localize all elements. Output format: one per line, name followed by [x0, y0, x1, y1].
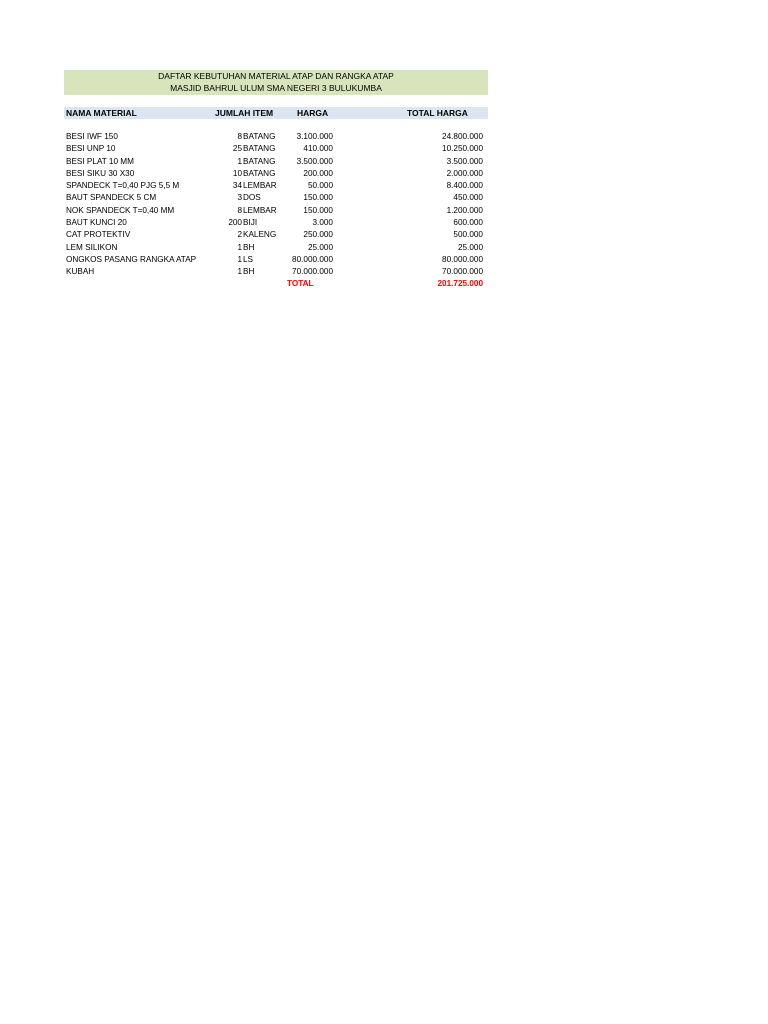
cell-total: 24.800.000	[442, 132, 483, 141]
cell-unit: BIJI	[243, 218, 258, 228]
cell-qty: 2	[237, 230, 242, 240]
table-row	[64, 156, 488, 168]
cell-price: 150.000	[303, 205, 333, 215]
cell-price: 50.000	[307, 181, 333, 191]
cell-name: BAUT SPANDECK 5 CM	[66, 193, 157, 203]
cell-price: 150.000	[303, 193, 333, 203]
cell-qty: 34	[232, 181, 242, 191]
table-row	[64, 229, 488, 241]
cell-unit: LEMBAR	[243, 181, 277, 191]
document-subtitle: MASJID BAHRUL ULUM SMA NEGERI 3 BULUKUMBA	[170, 83, 382, 93]
cell-name: BESI UNP 10	[66, 144, 116, 154]
cell-qty: 8	[237, 132, 242, 141]
table-row	[64, 242, 488, 254]
cell-price: 25.000	[307, 242, 333, 252]
cell-name: NOK SPANDECK T=0,40 MM	[66, 205, 175, 215]
table-row	[64, 143, 488, 155]
cell-total: 3.500.000	[446, 156, 483, 166]
header-total: TOTAL HARGA	[407, 108, 468, 118]
table-row	[64, 131, 488, 143]
cell-name: CAT PROTEKTIV	[66, 230, 131, 240]
cell-qty: 1	[237, 267, 242, 277]
cell-qty: 1	[237, 254, 242, 264]
document-title: DAFTAR KEBUTUHAN MATERIAL ATAP DAN RANGKA ATAP	[158, 71, 394, 81]
cell-price: 200.000	[303, 168, 333, 178]
cell-price: 70.000.000	[292, 267, 333, 277]
cell-name: ONGKOS PASANG RANGKA ATAP	[66, 254, 197, 264]
cell-unit: BATANG	[243, 132, 276, 141]
cell-unit: BH	[243, 242, 255, 252]
header-price: HARGA	[297, 108, 329, 118]
cell-total: 2.000.000	[446, 168, 483, 178]
cell-qty: 8	[237, 205, 242, 215]
cell-unit: BATANG	[243, 168, 276, 178]
cell-qty: 25	[232, 144, 242, 154]
cell-unit: LS	[243, 254, 254, 264]
cell-qty: 3	[237, 193, 242, 203]
table-row	[64, 168, 488, 180]
cell-qty: 10	[232, 168, 242, 178]
cell-unit: DOS	[243, 193, 261, 203]
cell-unit: BH	[243, 267, 255, 277]
cell-price: 250.000	[303, 230, 333, 240]
cell-price: 3.100.000	[296, 132, 333, 141]
cell-qty: 1	[237, 242, 242, 252]
cell-total: 25.000	[457, 242, 483, 252]
cell-total: 8.400.000	[446, 181, 483, 191]
cell-total: 500.000	[453, 230, 483, 240]
header-name: NAMA MATERIAL	[66, 108, 137, 118]
cell-total: 1.200.000	[446, 205, 483, 215]
table-row	[64, 254, 488, 266]
cell-name: BESI IWF 150	[66, 132, 118, 141]
table-row	[64, 180, 488, 192]
total-value: 201.725.000	[437, 279, 483, 288]
cell-price: 80.000.000	[292, 254, 333, 264]
cell-name: BESI SIKU 30 X30	[66, 168, 135, 178]
table-header	[64, 107, 488, 119]
table-body	[64, 131, 488, 279]
cell-price: 3.000	[312, 218, 333, 228]
cell-unit: LEMBAR	[243, 205, 277, 215]
cell-qty: 200	[228, 218, 242, 228]
cell-unit: BATANG	[243, 144, 276, 154]
cell-price: 410.000	[303, 144, 333, 154]
header-qty: JUMLAH ITEM	[215, 108, 274, 118]
cell-name: LEM SILIKON	[66, 242, 118, 252]
table-row	[64, 266, 488, 278]
cell-unit: BATANG	[243, 156, 276, 166]
cell-qty: 1	[237, 156, 242, 166]
cell-total: 70.000.000	[442, 267, 483, 277]
cell-name: SPANDECK T=0,40 PJG 5,5 M	[66, 181, 180, 191]
cell-total: 10.250.000	[442, 144, 483, 154]
cell-total: 450.000	[453, 193, 483, 203]
cell-name: KUBAH	[66, 267, 95, 277]
cell-name: BAUT KUNCI 20	[66, 218, 127, 228]
total-row	[64, 278, 488, 290]
cell-total: 600.000	[453, 218, 483, 228]
cell-name: BESI PLAT 10 MM	[66, 156, 134, 166]
cell-price: 3.500.000	[296, 156, 333, 166]
table-row	[64, 217, 488, 229]
title-band	[64, 70, 488, 95]
cell-total: 80.000.000	[442, 254, 483, 264]
table-row	[64, 205, 488, 217]
cell-unit: KALENG	[243, 230, 277, 240]
table-row	[64, 192, 488, 204]
total-label: TOTAL	[287, 279, 314, 288]
